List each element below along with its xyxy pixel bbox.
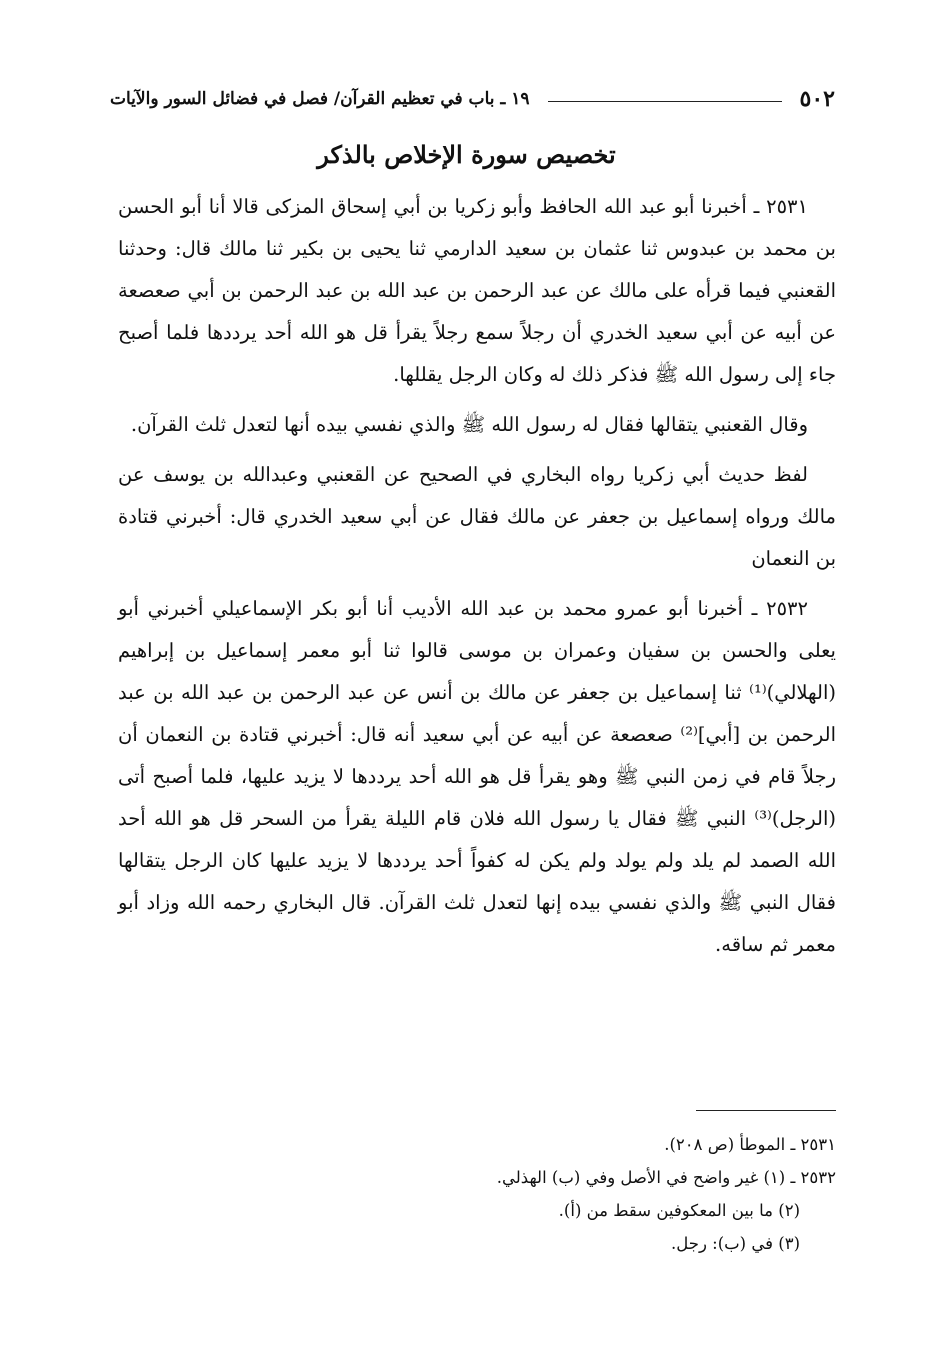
running-header <box>110 82 835 116</box>
hadith-2531-paragraph: ٢٥٣١ ـ أخبرنا أبو عبد الله الحافظ وأبو زكريا بن أبي إسحاق المزكى قالا أنا أبو الحسن بن محمد بن عبدوس ثنا عثمان بن سعيد الدارمي ثنا يحيى بن بكير ثنا مالك قال: وحدثنا القعنبي فيما قرأه على مالك عن عبد الرحمن بن عبد الله بن عبد الرحمن بن أبي صعصعة عن أبيه عن أبي سعيد الخدري أن رجلاً سمع رجلاً يقرأ قل هو الله أحد يرددها فلما أصبح جاء إلى رسول الله ﷺ فذكر ذلك له وكان الرجل يقللها. <box>118 195 836 386</box>
body-text <box>118 186 836 966</box>
chapter-title: ١٩ ـ باب في تعظيم القرآن/ فصل في فضائل السور والآيات <box>110 89 530 109</box>
qanabi-note-paragraph: وقال القعنبي يتقالها فقال له رسول الله ﷺ والذي نفسي بيده أنها لتعدل ثلث القرآن. <box>130 413 808 436</box>
footnote-2532-3: (٣) في (ب): رجل. <box>671 1234 800 1253</box>
header-rule <box>548 101 782 102</box>
footnote-2532-1: ٢٥٣٢ ـ (١) غير واضح في الأصل وفي (ب) الهذلي. <box>496 1168 836 1187</box>
section-title: تخصيص سورة الإخلاص بالذكر <box>317 140 616 169</box>
bukhari-note-paragraph: لفظ حديث أبي زكريا رواه البخاري في الصحيح عن القعنبي وعبدالله بن يوسف عن مالك ورواه إسماعيل بن جعفر عن مالك فقال عن أبي سعيد الخدري قال: أخبرني قتادة بن النعمان <box>118 463 836 570</box>
footnote-2532-2: (٢) ما بين المعكوفين سقط من (أ). <box>558 1201 800 1220</box>
footnote-divider <box>696 1110 836 1111</box>
footnote-2531: ٢٥٣١ ـ الموطأ (ص ٢٠٨). <box>664 1135 836 1154</box>
hadith-2532-paragraph: ٢٥٣٢ ـ أخبرنا أبو عمرو محمد بن عبد الله الأديب أنا أبو بكر الإسماعيلي أخبرني أبو يعلى والحسن بن سفيان وعمران بن موسى قالوا ثنا أبو معمر إسماعيل بن إبراهيم (الهلالي)⁽¹⁾ ثنا إسماعيل بن جعفر عن مالك بن أنس عن عبد الرحمن بن عبد الله بن عبد الرحمن بن [أبي]⁽²⁾ صعصعة عن أبيه عن أبي سعيد أنه قال: أخبرني قتادة بن النعمان أن رجلاً قام في زمن النبي ﷺ وهو يقرأ قل هو الله أحد يرددها لا يزيد عليها، فلما أصبح أتى (الرجل)⁽³⁾ النبي ﷺ فقال يا رسول الله فلان قام الليلة يقرأ من السحر قل هو الله أحد الله الصمد لم يلد ولم يولد ولم يكن له كفواً أحد يرددها لا يزيد عليها كان الرجل يتقالها فقال النبي ﷺ والذي نفسي بيده إنها لتعدل ثلث القرآن. قال البخاري رحمه الله وزاد أبو معمر ثم ساقه. <box>118 597 836 956</box>
page-number: ٥٠٢ <box>799 86 835 112</box>
footnotes <box>300 1128 836 1260</box>
